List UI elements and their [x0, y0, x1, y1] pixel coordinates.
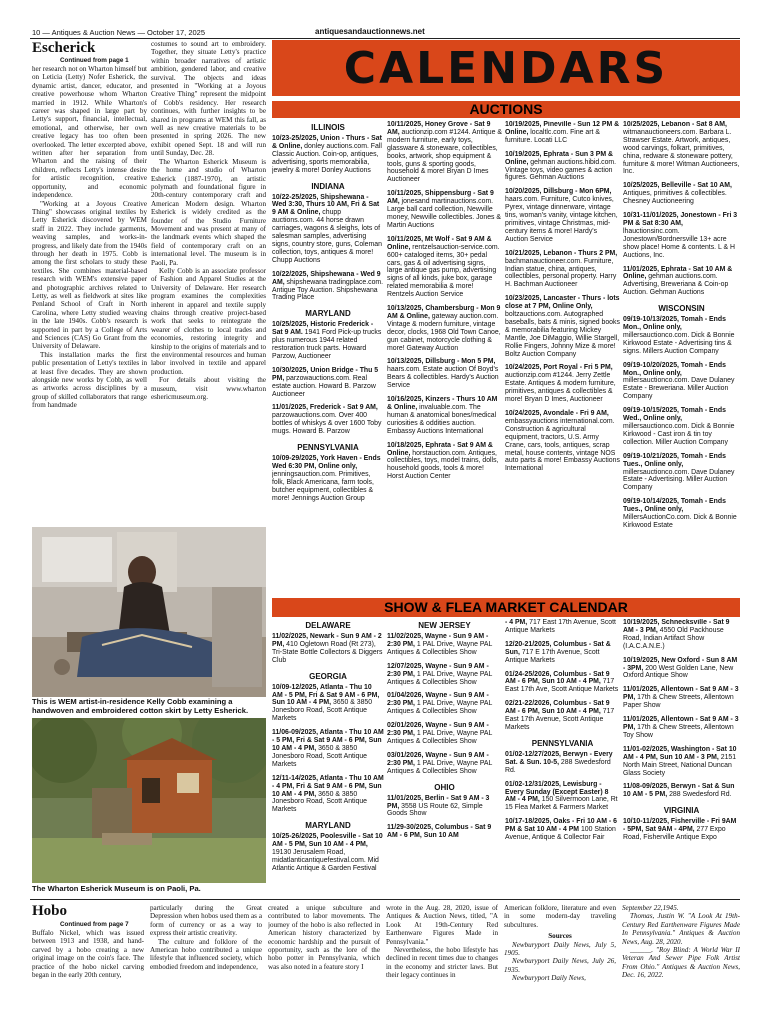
entry-date-location: 11/01/2025, Frederick - Sat 9 AM,: [272, 404, 378, 412]
hobo-column-6: [622, 904, 740, 1001]
calendar-entry: [387, 442, 502, 482]
calendar-entry: [387, 795, 502, 819]
entry-date-location: 11/01/2025, Ephrata - Sat 10 AM & Online,: [623, 265, 733, 281]
auctions-column-1: [272, 121, 384, 595]
calendar-entry: [505, 671, 620, 695]
entry-date-location: 11/01/2025, Berlin - Sat 9 AM - 3 PM,: [387, 794, 490, 810]
entry-details: 1 PAL Drive, Wayne PAL Antiques & Collectibles Show: [387, 759, 493, 775]
entry-date-location: 10/13/2025, Dillsburg - Mon 5 PM,: [387, 358, 496, 366]
calendar-entry: [272, 455, 384, 502]
entry-date-location: 12/20-21/2025, Columbus - Sat & Sun,: [505, 640, 611, 656]
calendar-entry: [623, 362, 740, 402]
entry-details: haars.com. Estate auction Of Boyd's Bears & collectibles. Hardy's Auction Service: [387, 366, 499, 390]
calendar-entry: [505, 188, 620, 243]
hobo-column-1: [32, 929, 144, 1001]
entry-details: gateway auction.com. Vintage & modern furniture, vintage decor, clocks, 1968 Old Town Canoe, gun cabinet, motorcycle clothing & more! Gateway Auction: [387, 312, 501, 352]
auctions-column-3: [505, 121, 620, 595]
shows-banner: SHOW & FLEA MARKET CALENDAR: [272, 598, 740, 617]
state-heading: NEW JERSEY: [418, 621, 471, 630]
calendar-entry: [623, 619, 740, 651]
entry-date-location: 09/19-10/21/2025, Tomah - Ends Tues., Online only,: [623, 452, 726, 468]
shows-column-4: [623, 619, 740, 894]
calendar-entry: [272, 633, 384, 665]
calendar-entry: [623, 818, 740, 842]
calendar-entry: [505, 619, 620, 635]
source-item: Thomas, Justin W. "A Look At 19th-Century Red Earthenware Figures Made In Pennsylvania." Antiques & Auction News, Aug. 28, 2020.: [622, 912, 740, 946]
entry-date-location: 10/17-18/2025, Oaks - Fri 10 AM - 6 PM & Sat 10 AM - 4 PM: [505, 818, 617, 834]
entry-details: millersauctionco.com. Dick & Bonnie Kirkwood Estate - Advertising tins & signs. Millers Auction Company: [623, 331, 735, 355]
calendar-entry: [623, 407, 740, 447]
entry-date-location: 10/21/2025, Lebanon - Thurs 2 PM,: [505, 249, 618, 257]
entry-details: 410 Ogletown Road (Rt 273), Tri-State Bottle Collectors & Diggers Club: [272, 640, 383, 664]
entry-date-location: 10/18/2025, Ephrata - Sat 9 AM & Online,: [387, 441, 493, 457]
entry-details: haars.com. Furniture, Cutco knives, Pyrex, vintage dinnerware, vintage tins, woman's vanity, vintage kitchen, primitives, vintage Christmas, mid-century items & more! Hardy's Auction Service: [505, 196, 618, 243]
state-heading: ILLINOIS: [311, 123, 345, 132]
auctions-column-2: [387, 121, 502, 595]
entry-date-location: 10/20/2025, Dillsburg - Mon 6PM,: [505, 188, 612, 196]
calendar-entry: [623, 453, 740, 493]
masthead-title: CALENDARS: [343, 43, 669, 94]
entry-details: localtlc.com. Fine art & furniture. Locati LLC: [505, 128, 600, 144]
kelly-cobb-photo: [32, 527, 266, 697]
entry-date-location: 10/19/2025, Schnecksville - Sat 9 AM - 3 PM,: [623, 619, 730, 634]
entry-date-location: 11/01/2025, Allentown - Sat 9 AM - 3 PM,: [623, 686, 739, 702]
entry-date-location: 03/01/2026, Wayne - Sun 9 AM - 2:30 PM,: [387, 751, 489, 767]
calendar-entry: [272, 271, 384, 303]
calendar-entry: [272, 775, 384, 815]
hobo-paragraph: Buffalo Nickel, which was issued between 1913 and 1938, and hand-carved by a hobo creating a new original image on the coin's face. The practice of the hobo nickel carving began in the early 20th century,: [32, 929, 144, 980]
calendar-entry: [505, 364, 620, 404]
entry-details: 277 Expo Road, Fisherville Antique Expo: [623, 826, 726, 842]
calendar-entry: [272, 833, 384, 873]
hobo-paragraph: wrote in the Aug. 28, 2020, issue of Antiques & Auction News, titled, "A Look At 19th-Century Red Earthenware Figures Made in Pennsylvania.": [386, 904, 498, 946]
escherick-title: Escherick: [32, 40, 96, 56]
source-item: September 22,1945.: [622, 904, 679, 912]
entry-details: embassyauctions international.com. Construction & agricultural equipment, tractors, U.S. Army Crane, cars, tools, antiques, scrap metal, house contents, vintage NOS auto parts & more! Embassy Auctions International: [505, 417, 620, 473]
calendar-entry: [505, 410, 620, 473]
entry-details: invaluable.com. The human & anatomical bones/medical curiosities & oddities auction. Embassy Auctions International: [387, 404, 497, 435]
entry-details: 100 Station Avenue, Antique & Collector Fair: [505, 826, 616, 842]
calendar-entry: [387, 663, 502, 687]
entry-date-location: 10/10-11/2025, Fisherville - Fri 9AM - 5PM, Sat 9AM - 4PM,: [623, 818, 737, 834]
entry-details: boltzauctions.com. Autographed baseballs, bats & minis, signed books & memorabilia featuring Mickey Mantle, Joe DiMaggio, Willie Stargell, Rollie Fingers, Johnny Mize & more! Boltz Auction Company: [505, 311, 620, 358]
escherick-paragraph: This installation marks the first public presentation of Letty's textiles in at least five decades. They are shown alongside new works by Cobb, as well as artworks across disciplines by a group of skilled collaborators that range from handmade: [32, 350, 147, 410]
entry-date-location: - 4 PM,: [505, 619, 528, 626]
calendar-entry: [505, 121, 620, 145]
calendar-entry: [387, 633, 502, 657]
entry-date-location: 12/11-14/2025, Atlanta - Thu 10 AM - 4 PM, Fri & Sat 9 AM - 6 PM, Sun 10 AM - 4 PM,: [272, 774, 384, 798]
hobo-column-2: [150, 904, 262, 1001]
entry-details: 288 Swedesford Rd.: [505, 758, 611, 774]
entry-date-location: 10/23/2025, Lancaster - Thurs - lots close at 7 PM, Online Only,: [505, 295, 620, 311]
calendar-entry: [505, 700, 620, 732]
escherick-column-1: [32, 65, 147, 520]
entry-date-location: 10/25-26/2025, Poolesville - Sat 10 AM - 5 PM, Sun 10 AM - 4 PM,: [272, 833, 383, 849]
calendar-entry: [272, 404, 384, 436]
calendar-entry: [623, 498, 740, 530]
calendar-entry: [387, 396, 502, 436]
entry-details: 717 E 17th Avenue, Scott Antique Markets: [505, 648, 600, 664]
entry-details: 2151 North Main Street, National Duncan Glass Society: [623, 753, 737, 777]
entry-details: 717 East 17th Avenue, Scott Antique Markets: [505, 708, 615, 731]
calendar-entry: [387, 358, 502, 390]
hobo-column-5: [504, 904, 616, 1001]
entry-details: auctionzip.com #1244. Jerry Zettle Estate. Antiques & modern furniture, primitives, antiques & collectibles & more! Bryan D Imes, Auctioneer: [505, 372, 616, 404]
entry-date-location: 10/13/2025, Chambersburg - Mon 9 AM & Online,: [387, 305, 501, 320]
calendar-entry: [505, 250, 620, 290]
entry-date-location: 11/01/2025, Allentown - Sat 9 AM - 3 PM,: [623, 716, 739, 731]
entry-date-location: 10/09-12/2025, Atlanta - Thu 10 AM - 5 PM, Fri & Sat 9 AM - 6 PM, Sun 10 AM - 4 PM,: [272, 683, 380, 707]
page-folio: 10 — Antiques & Auction News — October 17, 2025: [32, 28, 206, 37]
hobo-paragraph: American folklore, literature and even in some modern-day traveling subcultures.: [504, 904, 616, 929]
state-heading: PENNSYLVANIA: [297, 443, 359, 453]
calendar-entry: [623, 716, 740, 740]
entry-date-location: 10/23-25/2025, Union - Thurs - Sat & Online,: [272, 135, 382, 150]
calendar-entry: [272, 367, 384, 399]
entry-details: gehman auctions.com. Advertising, Breweriana & Coin-op Auction. Gehman Auctions: [623, 273, 729, 297]
calendar-entry: [505, 781, 620, 813]
calendar-entry: [623, 316, 740, 356]
state-heading: DELAWARE: [305, 621, 351, 630]
entry-details: 4550 Old Packhouse Road, Indian Artifact Show (I.A.C.A.N.E.): [623, 626, 724, 650]
state-heading: MARYLAND: [305, 309, 351, 319]
entry-date-location: 01/24-25/2026, Columbus - Sat 9 AM - 6 PM, Sun 10 AM - 4 PM,: [505, 670, 610, 686]
state-heading: WISCONSIN: [658, 304, 705, 314]
calendar-entry: [387, 236, 502, 299]
entry-details: parzowauctions.com. Real estate auction. Howard B. Parzow Auctioneer: [272, 374, 376, 398]
entry-date-location: 09/19-10/20/2025, Tomah - Ends Mon., Online only,: [623, 361, 726, 377]
escherick-paragraph: her research not on Wharton himself but on Leticia (Letty) Nofer Esherick, the dynamic artist, dancer, educator, and creative powerhouse whom Wharton married in 1912. While Wharton's career was shaped in large part by Letty's support, financial, intellectual, emotional, and otherwise, her own creative legacy has too often been overlooked. The letter excerpted above, written after her separation from Wharton and the raising of their children, reflects Letty's intense desire for artistic recognition, creative opportunity, and economic independence.: [32, 65, 147, 200]
entry-date-location: 10/19/2025, Pineville - Sun 12 PM & Online,: [505, 121, 620, 136]
calendar-entry: [387, 190, 502, 230]
hobo-title: Hobo: [32, 903, 68, 919]
entry-details: 1 PAL Drive, Wayne PAL Antiques & Collectibles Show: [387, 670, 493, 686]
entry-date-location: 09/19-10/15/2025, Tomah - Ends Wed., Online only,: [623, 407, 726, 423]
calendar-entry: [272, 729, 384, 769]
entry-date-location: 10/09-29/2025, York Haven - Ends Wed 6:30 PM, Online only,: [272, 455, 381, 470]
entry-date-location: 10/30/2025, Union Bridge - Thu 5 PM,: [272, 366, 379, 382]
entry-details: witmanauctioneers.com. Barbara L. Strawser Estate. Artwork, antiques, wood carvings, folkart, primitives, china, redware & stoneware pottery, furniture & more! Witman Auctioneers, Inc.: [623, 128, 740, 176]
calendar-entry: [623, 182, 740, 206]
calendar-entry: [272, 321, 384, 361]
shows-column-1: [272, 619, 384, 894]
auctions-column-4: [623, 121, 740, 595]
calendar-entry: [505, 641, 620, 665]
entry-date-location: 01/02-12/27/2025, Berwyn - Every Sat. & Sun. 10-5,: [505, 750, 613, 766]
entry-details: auctionzip.com #1244. Antique & modern furniture, early toys, glassware & stoneware, collectibles, books, artwork, shop equipment & tools, guns & sporting goods, household & more! Bryan D Imes Auctioneer: [387, 128, 502, 184]
entry-details: Antiques, primitives & collectibles. Chesney Auctioneering: [623, 190, 727, 206]
entry-details: rentzelsauction-service.com. 600+ cataloged items, 30+ pedal cars, gas & oil advertising signs, large antique gas pump, advertising signs of all kinds, juke box, garage related memorabilia & more! Rentzels Auction Service: [387, 243, 500, 299]
entry-details: 288 Swedesford Rd.: [667, 791, 732, 799]
entry-date-location: 11/08-09/2025, Berwyn - Sat & Sun 10 AM - 5 PM,: [623, 783, 735, 799]
entry-details: 200 West Golden Lane, New Oxford Antique Show: [623, 664, 734, 680]
calendar-entry: [505, 295, 620, 358]
hobo-column-4: [386, 904, 498, 1001]
calendar-entry: [623, 746, 740, 778]
entry-details: parzowauctions.com. Over 400 bottles of whiskys & over 1600 Toby mugs. Howard B. Parzow: [272, 412, 382, 436]
entry-date-location: 10/25/2025, Lebanon - Sat 8 AM,: [623, 121, 727, 128]
state-heading: MARYLAND: [305, 821, 351, 831]
entry-date-location: 09/19-10/14/2025, Tomah - Ends Tues., Online only,: [623, 498, 726, 514]
calendar-entry: [623, 657, 740, 681]
escherick-paragraph: Kelly Cobb is an associate professor of Fashion and Apparel Studies at the University of Delaware. Her research program examines the complexities inherent in apparel and textile supply chains through creative project-based work that seeks to reintegrate the wearer of clothes to local trades and economies, restoring integrity and kinship to the origins of materials and to the environmental resources and human labor involved in textile and apparel production.: [151, 266, 266, 376]
hobo-paragraph: created a unique subculture and contributed to labor movements. The journey of the hobo is also reflected in American history characterized by economic hardship and the pursuit of opportunity, such as the lore of the hobo potter in Pennsylvania, which was also noted in a feature story I: [268, 904, 380, 971]
entry-date-location: 11/02/2025, Newark - Sun 9 AM - 2 PM,: [272, 633, 382, 648]
escherick-paragraph: For details about visiting the museum, visit www.wharton eshericmuseum.org.: [151, 376, 266, 402]
calendar-entry: [387, 121, 502, 184]
entry-date-location: 10/25/2025, Historic Frederick - Sat 9 AM.: [272, 321, 374, 337]
entry-date-location: 10/19/2025, New Oxford - Sun 8 AM - 3PM,: [623, 656, 738, 672]
hobo-continued: Continued from page 7: [60, 921, 129, 928]
calendar-entry: [387, 752, 502, 776]
entry-details: millersauctionco.com. Dave Dulaney Estate - Breweriana. Miller Auction Company: [623, 377, 735, 401]
entry-details: 3558 US Route 62, Simple Goods Show: [387, 802, 483, 818]
entry-date-location: 11/01-02/2025, Washington - Sat 10 AM - 4 PM, Sun 10 AM - 3 PM,: [623, 745, 737, 761]
entry-date-location: 10/22/2025, Shipshewana - Wed 9 AM,: [272, 270, 381, 286]
entry-details: jenningsauction.com. Primitives, folk, Black Americana, farm tools, butcher equipment, collectibles & more! Jennings Auction Group: [272, 470, 374, 502]
website-url: antiquesandauctionnews.net: [315, 27, 425, 36]
entry-details: 150 Silvermoon Lane, Rt 15 Flea Market & Farmers Market: [505, 796, 618, 812]
sources-title: Sources: [548, 932, 572, 941]
entry-details: chupp auctions.com. 44 horse drawn carriages, wagons & sleighs, lots of salesman samples, advertising signs, country store, guns, Coleman collection, toys, antiques & more! Chupp Auctions: [272, 209, 382, 264]
entry-details: 1941 Ford Pick-up trucks plus numerous 1944 related restoration truck parts. Howard Parzow, Auctioneer: [272, 329, 382, 360]
calendar-entry: [272, 684, 384, 724]
source-item: Newburyport Daily News, July 5, 1905.: [504, 940, 616, 958]
shows-column-3: [505, 619, 620, 894]
calendar-entry: [387, 305, 502, 352]
entry-date-location: 12/07/2025, Wayne - Sun 9 AM - 2:30 PM,: [387, 662, 489, 678]
calendar-entry: [272, 135, 384, 175]
entry-details: gehman auctions.hibid.com. Vintage toys, video games & action figures. Gehman Auctions: [505, 158, 617, 182]
entry-details: shipshewana tradingplace.com. Antique Toy Auction. Shipshewana Trading Place: [272, 278, 384, 302]
state-heading: INDIANA: [311, 181, 345, 191]
entry-details: horstauction.com. Antiques, collectibles, toys, model trains, dolls, household goods, tools & more! Horst Auction Center: [387, 449, 499, 481]
source-item: Newburyport Daily News,: [512, 974, 586, 983]
entry-details: 1 PAL Drive, Wayne PAL Antiques & Collectibles Show: [387, 640, 493, 656]
state-heading: VIRGINIA: [663, 806, 700, 816]
entry-date-location: 10/25/2025, Belleville - Sat 10 AM,: [623, 182, 732, 190]
entry-details: MillersAuctionCo.com. Dick & Bonnie Kirkwood Estate: [623, 514, 737, 529]
hobo-paragraph: The culture and folklore of the American hobo contributed a unique lifestyle that influenced society, which embodied freedom and independence,: [150, 937, 262, 971]
state-heading: OHIO: [434, 782, 455, 792]
entry-details: 3650 & 3850 Jonesboro Road, Scott Antique Markets: [272, 744, 368, 768]
entry-date-location: 10/24/2025, Port Royal - Fri 5 PM,: [505, 364, 613, 372]
entry-date-location: 10/16/2025, Kinzers - Thurs 10 AM & Online,: [387, 396, 498, 411]
state-heading: GEORGIA: [309, 671, 347, 681]
entry-date-location: 09/19-10/13/2025, Tomah - Ends Mon., Online only,: [623, 316, 726, 332]
calendar-entry: [623, 266, 740, 298]
state-heading: PENNSYLVANIA: [531, 738, 594, 748]
entry-details: jonesand martinauctions.com. Large ball card collection, Newville money, Newville collectibles. Jones & Martin Auctions: [387, 198, 501, 229]
calendar-entry: [387, 824, 502, 840]
entry-date-location: 01/04/2026, Wayne - Sun 9 AM - 2:30 PM,: [387, 692, 489, 708]
entry-details: millersauctionco.com. Dick & Bonnie Kirkwood - Cast iron & tin toy collection. Miller Auction Company: [623, 423, 735, 446]
entry-details: 17th & Chew Streets, Allentown Paper Show: [623, 694, 734, 710]
entry-details: 1 PAL Drive, Wayne PAL Antiques & Collectibles Show: [387, 730, 493, 745]
shows-column-2: [387, 619, 502, 894]
hobo-paragraph: Nevertheless, the hobo lifestyle has declined in recent times due to changes in the economy and stricter laws. But their legacy continues in: [386, 946, 498, 980]
entry-date-location: 10/19/2025, Ephrata - Sun 3 PM & Online,: [505, 150, 613, 166]
entry-date-location: 10/31-11/01/2025, Jonestown - Fri 3 PM & Sat 8:30 AM,: [623, 212, 738, 227]
entry-date-location: 11/06-09/2025, Atlanta - Thu 10 AM - 5 PM, Fri & Sat 9 AM - 6 PM, Sun 10 AM - 4 PM,: [272, 729, 384, 752]
calendar-entry: [505, 818, 620, 842]
entry-details: 717 East 17th Avenue, Scott Antique Markets: [505, 619, 616, 634]
entry-date-location: 10/24/2025, Avondale - Fri 9 AM,: [505, 410, 609, 417]
entry-details: lhauctionsinc.com. Jonestown/Bordnersville 13+ acre show place! Home & contents. L & H Auctions, Inc.: [623, 227, 735, 259]
entry-date-location: 11/29-30/2025, Columbus - Sat 9 AM - 6 PM, Sun 10 AM: [387, 824, 492, 840]
calendar-entry: [272, 194, 384, 265]
entry-details: millersauctionco.com. Dave Dulaney Estate - Advertising. Miller Auction Company: [623, 468, 735, 492]
hobo-paragraph: particularly during the Great Depression when hobos used them as a form of currency or as a way to express their artistic creativity.: [150, 904, 262, 938]
escherick-paragraph: "Working at a Joyous Creative Thing" showcases original textiles by Letty Esherick discovered by WEM staff in 2022. They include garments, weaving samples, and works-in-progress, and likely date from the 1940s through her death in 1975. Cobb is among the first scholars to study these textiles. She combines material-based research with WEM's extensive paper and photographic archives related to Letty, as well as fieldwork at sites like Penland School of Craft in North Carolina, where Letty studied weaving in the late 1940s. Cobb's research is supported in part by a College of Arts and Sciences (CAS) Go Grant from the University of Delaware.: [32, 199, 147, 351]
entry-details: bachmanauctioneer.com. Furniture, Indian statue, china, antiques, collectibles, personal property. Harry H. Bachman Auctioneer: [505, 257, 617, 289]
source-item: Newburyport Daily News, July 26, 1935.: [504, 957, 616, 974]
entry-details: donley auctions.com. Fall Classic Auction. Coin-op, antiques, advertising, sports memorabilia, jewelry & more! Donley Auctions: [272, 142, 382, 174]
entry-date-location: 02/01/2026, Wayne - Sun 9 AM - 2:30 PM,: [387, 722, 489, 738]
photo2-caption: The Wharton Esherick Museum is on Paoli, Pa.: [32, 884, 201, 893]
esherick-museum-photo: [32, 718, 266, 883]
calendar-entry: [505, 751, 620, 775]
entry-details: 717 East 17th Ave, Scott Antique Markets: [505, 678, 619, 694]
escherick-paragraph: The Wharton Esherick Museum is the home and studio of Wharton Esherick (1887-1970), an artistic polymath and foundational figure in 20th-century contemporary craft and American Modern design. Wharton Esherick is widely credited as the founder of the Studio Furniture Movement and was present at many of the landmark events which shaped the field of contemporary craft on an international level. The museum is in Paoli, Pa.: [151, 157, 266, 267]
entry-date-location: 02/21-22/2026, Columbus - Sat 9 AM - 6 PM, Sun 10 AM - 4 PM,: [505, 700, 610, 716]
entry-details: 19130 Jerusalem Road, midatlanticantiquefestival.com. Mid Atlantic Antique & Garden Festival: [272, 849, 379, 872]
entry-details: 3650 & 3850 Jonesboro Road, Scott Antique Markets: [272, 790, 368, 814]
photo1-caption: This is WEM artist-in-residence Kelly Cobb examining a handwoven and embroidered cotton skirt by Letty Esherick.: [32, 697, 249, 715]
entry-date-location: 10/11/2025, Mt Wolf - Sat 9 AM & Online,: [387, 235, 492, 251]
calendar-entry: [623, 212, 740, 259]
calendar-entry: [387, 692, 502, 716]
calendar-entry: [623, 686, 740, 710]
calendar-entry: [505, 151, 620, 183]
hobo-column-3: [268, 904, 380, 1001]
escherick-paragraph: costumes to sound art to embroidery. Together, they situate Letty's practice within broader narratives of artistic ambition, gendered labor, and creative survival. The objects and ideas presented in "Working at a Joyous Creative Thing" represent the midpoint of Cobb's residency. Her research continues, with further insights to be shared in programs at WEM this fall, as well as new creative materials to be presented in spring 2026. The new exhibit opened Sept. 18 and will run until Sunday, Dec. 28.: [151, 40, 266, 158]
entry-details: 3650 & 3850 Jonesboro Road, Scott Antique Markets: [272, 699, 373, 723]
auctions-banner: AUCTIONS: [272, 101, 740, 118]
entry-date-location: 10/11/2025, Honey Grove - Sat 9 AM,: [387, 121, 491, 136]
entry-details: 17th & Chew Streets, Allentown Toy Show: [623, 723, 734, 739]
escherick-column-2: [151, 40, 266, 520]
entry-details: 1 PAL Drive, Wayne PAL Antiques & Collectibles Show: [387, 700, 493, 716]
entry-date-location: 10/22-25/2025, Shipshewana - Wed 3:30, Thurs 10 AM, Fri & Sat 9 AM & Online,: [272, 193, 380, 217]
entry-date-location: 01/02-12/31/2025, Lewisburg - Every Sunday (Except Easter) 8 AM - 4 PM,: [505, 780, 609, 804]
calendar-entry: [387, 722, 502, 746]
escherick-continued: Continued from page 1: [60, 57, 129, 64]
source-item: ______. "Roy Blind: A World War II Veteran And Sewer Pipe Folk Artist From Ohio." Antiques & Auction News, Dec. 16, 2022.: [622, 946, 740, 980]
entry-date-location: 10/11/2025, Shippensburg - Sat 9 AM,: [387, 190, 494, 206]
calendar-entry: [623, 783, 740, 799]
calendars-masthead: [272, 40, 740, 96]
calendar-entry: [623, 121, 740, 176]
entry-date-location: 11/02/2025, Wayne - Sun 9 AM - 2:30 PM,: [387, 633, 489, 648]
